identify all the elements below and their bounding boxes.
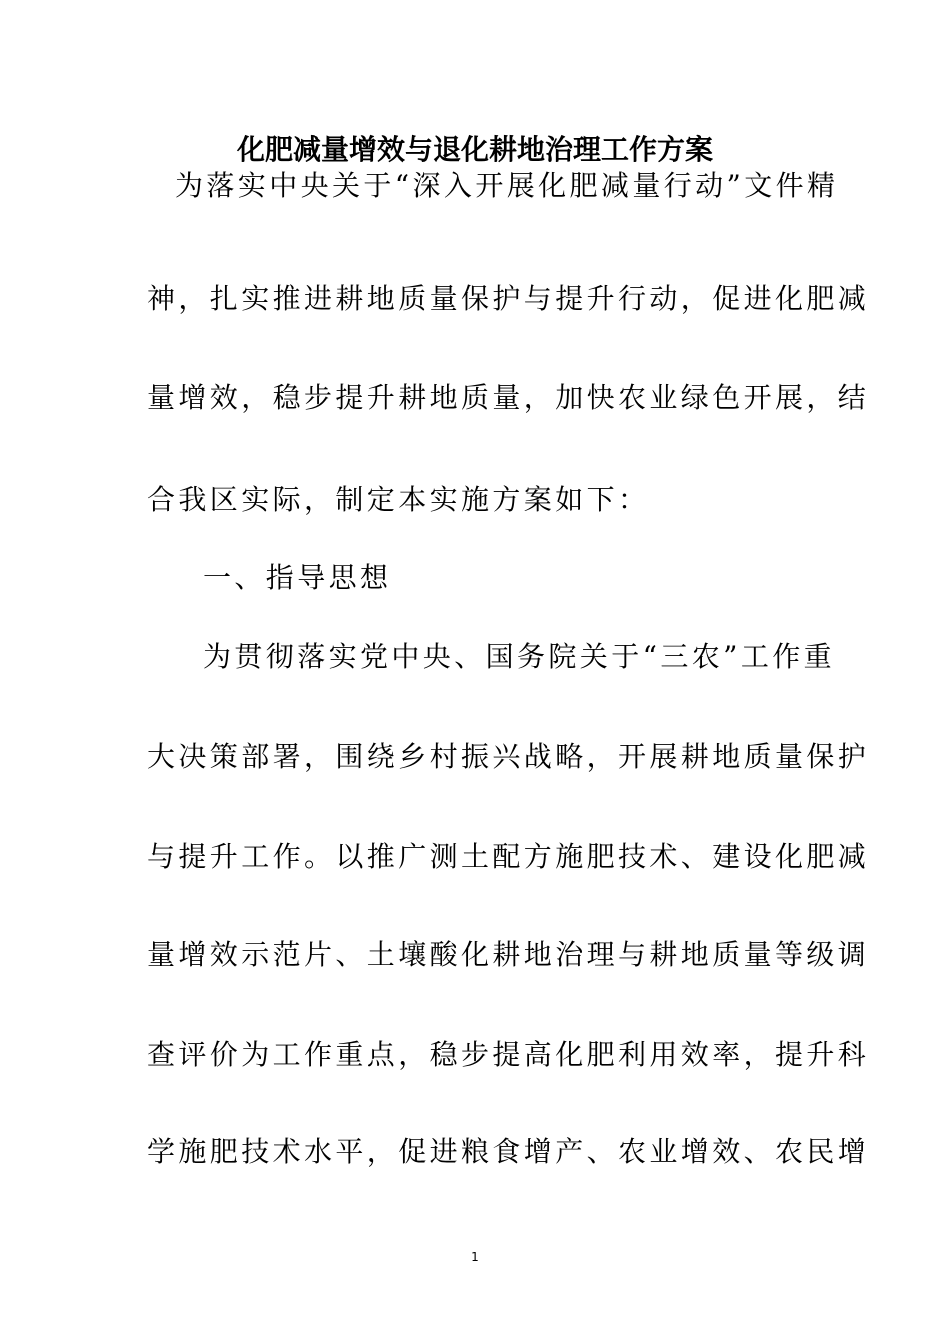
paragraph-line: 大决策部署，围绕乡村振兴战略，开展耕地质量保护	[147, 740, 870, 773]
paragraph-line: 为贯彻落实党中央、国务院关于“三农”工作重	[203, 640, 836, 673]
paragraph-line: 学施肥技术水平，促进粮食增产、农业增效、农民增	[147, 1135, 870, 1168]
paragraph-line: 与提升工作。以推广测土配方施肥技术、建设化肥减	[147, 840, 870, 873]
paragraph-line: 合我区实际，制定本实施方案如下：	[147, 483, 650, 516]
document-title: 化肥减量增效与退化耕地治理工作方案	[236, 133, 713, 166]
paragraph-line: 量增效示范片、土壤酸化耕地治理与耕地质量等级调	[147, 938, 870, 971]
page-number: 1	[471, 1250, 479, 1264]
paragraph-line: 量增效，稳步提升耕地质量，加快农业绿色开展，结	[147, 381, 870, 414]
paragraph-line: 为落实中央关于“深入开展化肥减量行动”文件精	[175, 169, 839, 202]
paragraph-line: 查评价为工作重点，稳步提高化肥利用效率，提升科	[147, 1038, 870, 1071]
paragraph-line: 神，扎实推进耕地质量保护与提升行动，促进化肥减	[147, 282, 870, 315]
section-heading: 一、指导思想	[203, 561, 392, 594]
